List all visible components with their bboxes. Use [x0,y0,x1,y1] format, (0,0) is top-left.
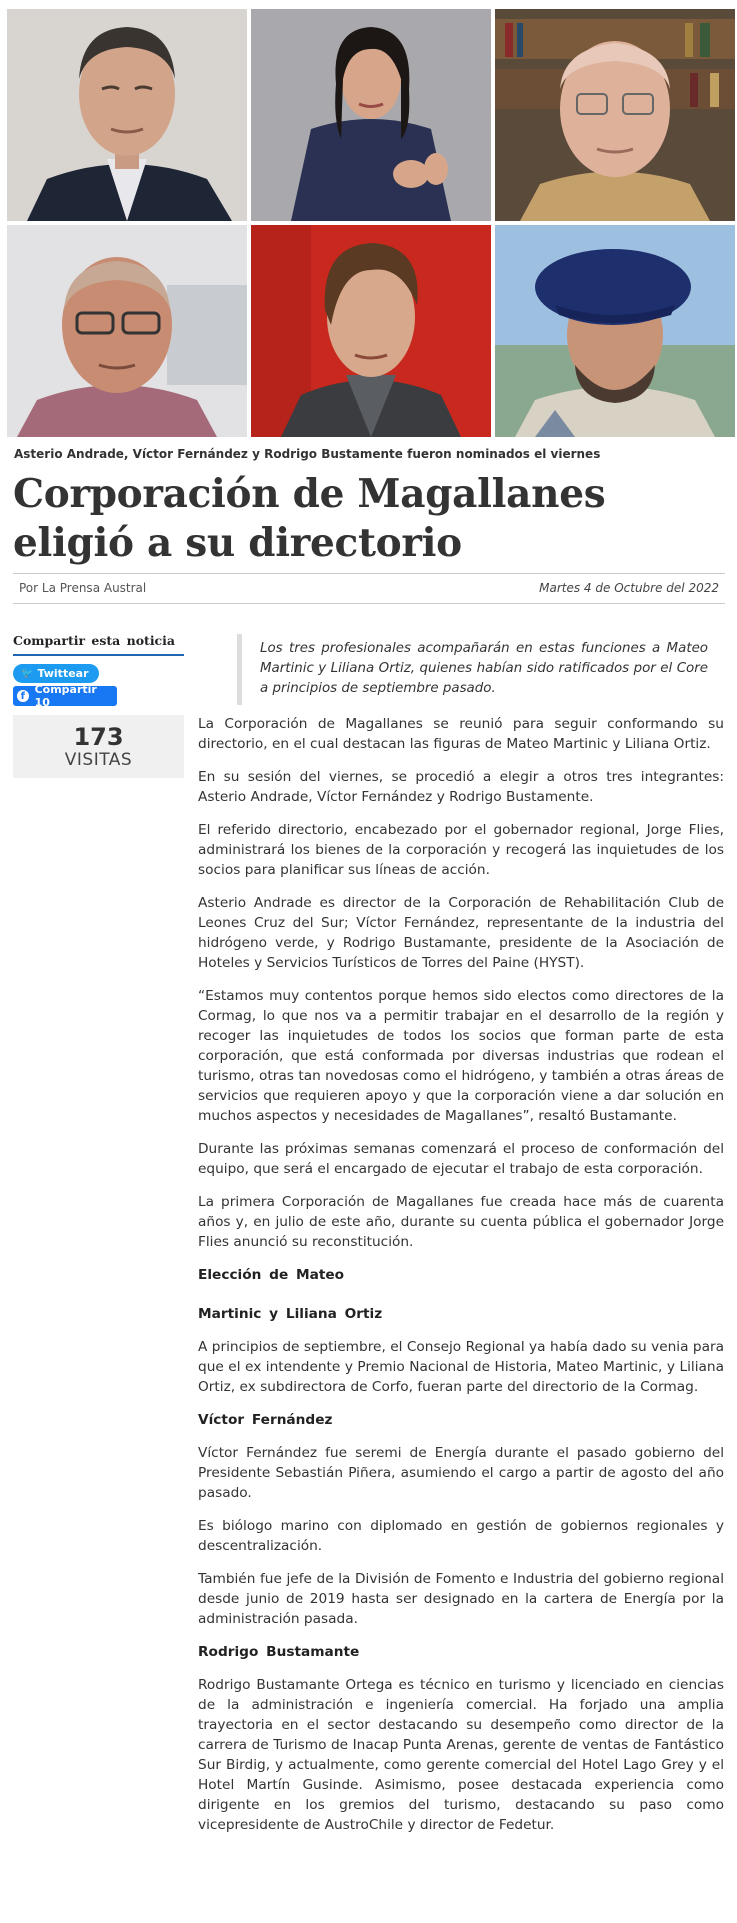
article-paragraph: “Estamos muy contentos porque hemos sido electos como directores de la Cormag, lo que nos va a permitir trabajar en el desarrollo de la región y recoger las inquietudes de todos los socios que forman parte de esta corporación, que está conformada por diversas industrias que rodean el turismo, otras tan novedosas como el hidrógeno, y también a otras áreas de servicios que requieren apoyo y que la corporación viene a dar solución en muchos aspectos y necesidades de Magallanes”, resaltó Bustamante. [198,988,724,1124]
share-title: Compartir esta noticia [13,633,184,656]
photo-portrait-2[interactable] [251,9,491,221]
article-body [198,714,724,1848]
twitter-share-label: Twittear [37,667,89,680]
share-sidebar [13,633,184,778]
facebook-icon: f [17,690,29,702]
article-paragraph: Rodrigo Bustamante Ortega es técnico en turismo y licenciado en ciencias de la administración e ingeniería comercial. Ha forjado una amplia trayectoria en el sector destacando su desempeño como director de la carrera de Turismo de Inacap Punta Arenas, gerente de ventas de Fantástico Sur Birdig, y actualmente, como gerente comercial del Hotel Lago Grey y el Hotel Martín Gusinde. Asimismo, posee destacada experiencia como dirigente en los gremios del turismo, destacando su paso como vicepresidente de AustroChile y director de Fedetur. [198,1677,724,1833]
article-paragraph: Asterio Andrade es director de la Corporación de Rehabilitación Club de Leones Cruz del Sur; Víctor Fernández, representante de la industria del hidrógeno verde, y Rodrigo Bustamante, presidente de la Asociación de Hoteles y Servicios Turísticos de Torres del Paine (HYST). [198,895,724,971]
twitter-bird-icon: 🐦 [21,668,34,679]
photo-portrait-6[interactable] [495,225,735,437]
photo-portrait-5[interactable] [251,225,491,437]
facebook-share-label: Compartir 10 [34,683,97,709]
visits-count: 173 [73,723,124,751]
article-lead: Los tres profesionales acompañarán en estas funciones a Mateo Martinic y Liliana Ortiz, quienes habían sido ratificados por el Core a principios de septiembre pasado. [237,634,708,705]
visits-label: VISITAS [64,750,133,770]
section-heading: Elección de Mateo [198,1267,345,1283]
section-heading: Víctor Fernández [198,1412,333,1428]
photo-caption: Asterio Andrade, Víctor Fernández y Rodrigo Bustamente fueron nominados el viernes [14,447,601,461]
article-paragraph: Víctor Fernández fue seremi de Energía durante el pasado gobierno del Presidente Sebastián Piñera, asumiendo el cargo a partir de agosto del año pasado. [198,1445,724,1501]
page-title: Corporación de Magallanes eligió a su directorio [13,471,606,566]
section-heading: Rodrigo Bustamante [198,1644,360,1660]
photo-grid [7,9,731,437]
section-heading: Martinic y Liliana Ortiz [198,1306,383,1322]
visits-counter [13,715,184,778]
article-paragraph: Es biólogo marino con diplomado en gestión de gobiernos regionales y descentralización. [198,1518,724,1554]
facebook-share-button[interactable] [13,683,117,709]
article-paragraph: La primera Corporación de Magallanes fue creada hace más de cuarenta años y, en julio de este año, durante su cuenta pública el gobernador Jorge Flies anunció su reconstitución. [198,1194,724,1250]
byline [13,573,725,604]
photo-portrait-4[interactable] [7,225,247,437]
photo-portrait-1[interactable] [7,9,247,221]
article-paragraph: Durante las próximas semanas comenzará el proceso de conformación del equipo, que será el encargado de ejecutar el trabajo de esta corporación. [198,1141,724,1177]
article-paragraph: También fue jefe de la División de Fomento e Industria del gobierno regional desde junio de 2019 hasta ser designado en la cartera de Energía por la administración pasada. [198,1571,724,1627]
photo-portrait-3[interactable] [495,9,735,221]
byline-author: Por La Prensa Austral [19,581,147,595]
article-paragraph: En su sesión del viernes, se procedió a elegir a otros tres integrantes: Asterio Andrade, Víctor Fernández y Rodrigo Bustamente. [198,769,724,805]
twitter-share-button[interactable] [13,664,99,683]
article-paragraph: El referido directorio, encabezado por el gobernador regional, Jorge Flies, administrará los bienes de la corporación y recogerá las inquietudes de los socios para planificar sus líneas de acción. [198,822,724,878]
article-paragraph: A principios de septiembre, el Consejo Regional ya había dado su venia para que el ex intendente y Premio Nacional de Historia, Mateo Martinic, y Liliana Ortiz, ex subdirectora de Corfo, fueran parte del directorio de la Cormag. [198,1339,724,1395]
byline-date: Martes 4 de Octubre del 2022 [539,581,719,595]
article-paragraph: La Corporación de Magallanes se reunió para seguir conformando su directorio, en el cual destacan las figuras de Mateo Martinic y Liliana Ortiz. [198,716,724,752]
